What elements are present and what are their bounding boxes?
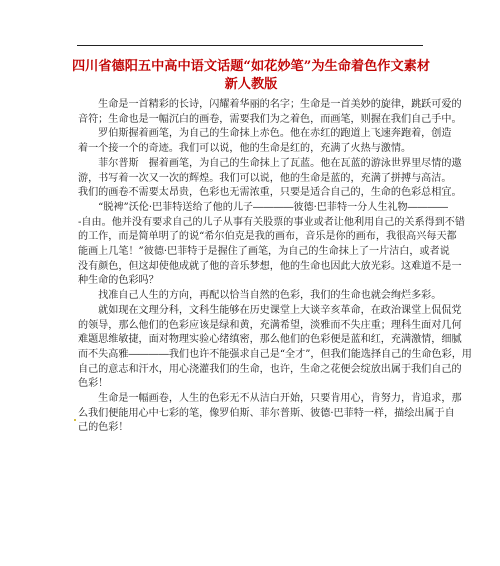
text-line: 能画上几笔！”彼德·巴菲特于是握住了画笔，为自己的生命抹上了一片洁白，或者说	[78, 246, 450, 258]
stray-mark	[74, 419, 76, 421]
text-line: 找准自己人生的方向，再配以恰当自然的色彩，我们的生命也就会绚烂多彩。	[78, 290, 442, 302]
text-line: 我们的画卷不需要太昂贵，色彩也无需浓重，只要是适合自己的，生命的色彩总相宜。	[78, 187, 462, 199]
text-line: “脱裨”沃伦·巴菲特送给了他的儿子――――彼德·巴菲特一分人生礼物――――	[78, 201, 449, 213]
text-line: 生命是一首精彩的长诗，闪耀着华丽的名字；生命是一首美妙的旋律，跳跃可爱的	[78, 99, 462, 110]
text-line: 种生命的色彩吗？	[78, 275, 159, 287]
document-title	[70, 58, 432, 94]
text-line: 生命是一幅画卷，人生的色彩无不从洁白开始，只要肯用心，肯努力，肯追求，那	[78, 393, 462, 405]
text-line: 己的色彩！	[78, 422, 129, 434]
text-line: 的领导，那么他们的色彩应该是绿和黄，充满希望，淡雅而不失庄重；理科生面对几何	[78, 319, 462, 331]
text-line: 么我们便能用心中七彩的笔，像罗伯斯、菲尔普斯、彼德·巴菲特一样，描绘出属于自	[78, 407, 455, 419]
paragraph	[78, 289, 442, 304]
text-line: 没有颜色，但这却使他成就了他的音乐梦想，他的生命也因此大放光彩。这难道不是一	[78, 260, 462, 272]
text-line: -自由。他并没有要求自己的儿子从事有关股票的事业或者让他利用自己的关系得到不错	[78, 216, 465, 228]
paragraph	[78, 98, 462, 127]
text-line: 菲尔普斯 握着画笔，为自己的生命抹上了瓦蓝。他在瓦蓝的游泳世界里尽情的遨	[78, 157, 462, 169]
document-body	[78, 98, 472, 436]
title-line: 四川省德阳五中高中语文话题“如花妙笔”为生命着色作文素材	[71, 59, 431, 74]
paragraph	[78, 157, 462, 201]
title-line: 新人教版	[224, 77, 278, 92]
header-rule	[77, 45, 423, 46]
paragraph	[78, 127, 452, 156]
text-line: 音符；生命也是一幅沉白的画卷，需要我们为之着色，而画笔，则握在我们自己手中。	[78, 113, 462, 125]
text-line: 难题思维敏捷，面对物理实验心绪缜密，那么他们的色彩便是蓝和红，充满激情，细腻	[78, 334, 462, 346]
paragraph	[78, 201, 465, 289]
text-line: 着一个接一个的奇迹。我们可以说，他的生命是红的，充满了火热与激情。	[78, 143, 412, 155]
paragraph	[78, 304, 472, 392]
text-line: 而不失高雅――――我们也许不能强求自己是“全才”，但我们能选择自己的生命色彩，用	[78, 348, 472, 360]
text-line: 罗伯斯握着画笔，为自己的生命抹上赤色。他在赤红的跑道上飞速奔跑着，创造	[78, 128, 452, 140]
text-line: 的工作，而是简单明了的说“希尔伯克是我的画布，音乐是你的画布，我很高兴每天都	[78, 231, 457, 243]
text-line: 色彩！	[78, 378, 109, 390]
text-line: 就如现在文理分科，文科生能够在历史课堂上大谈辛亥革命，在政治课堂上侃侃党	[78, 304, 462, 316]
paragraph	[78, 392, 462, 436]
text-line: 游，书写着一次又一次的辉煌。我们可以说，他的生命是蓝的，充满了拼搏与高洁。	[78, 172, 452, 184]
text-line: 自己的意志和汗水，用心浇灌我们的生命，也许，生命之花便会绽放出属于我们自己的	[78, 363, 462, 375]
